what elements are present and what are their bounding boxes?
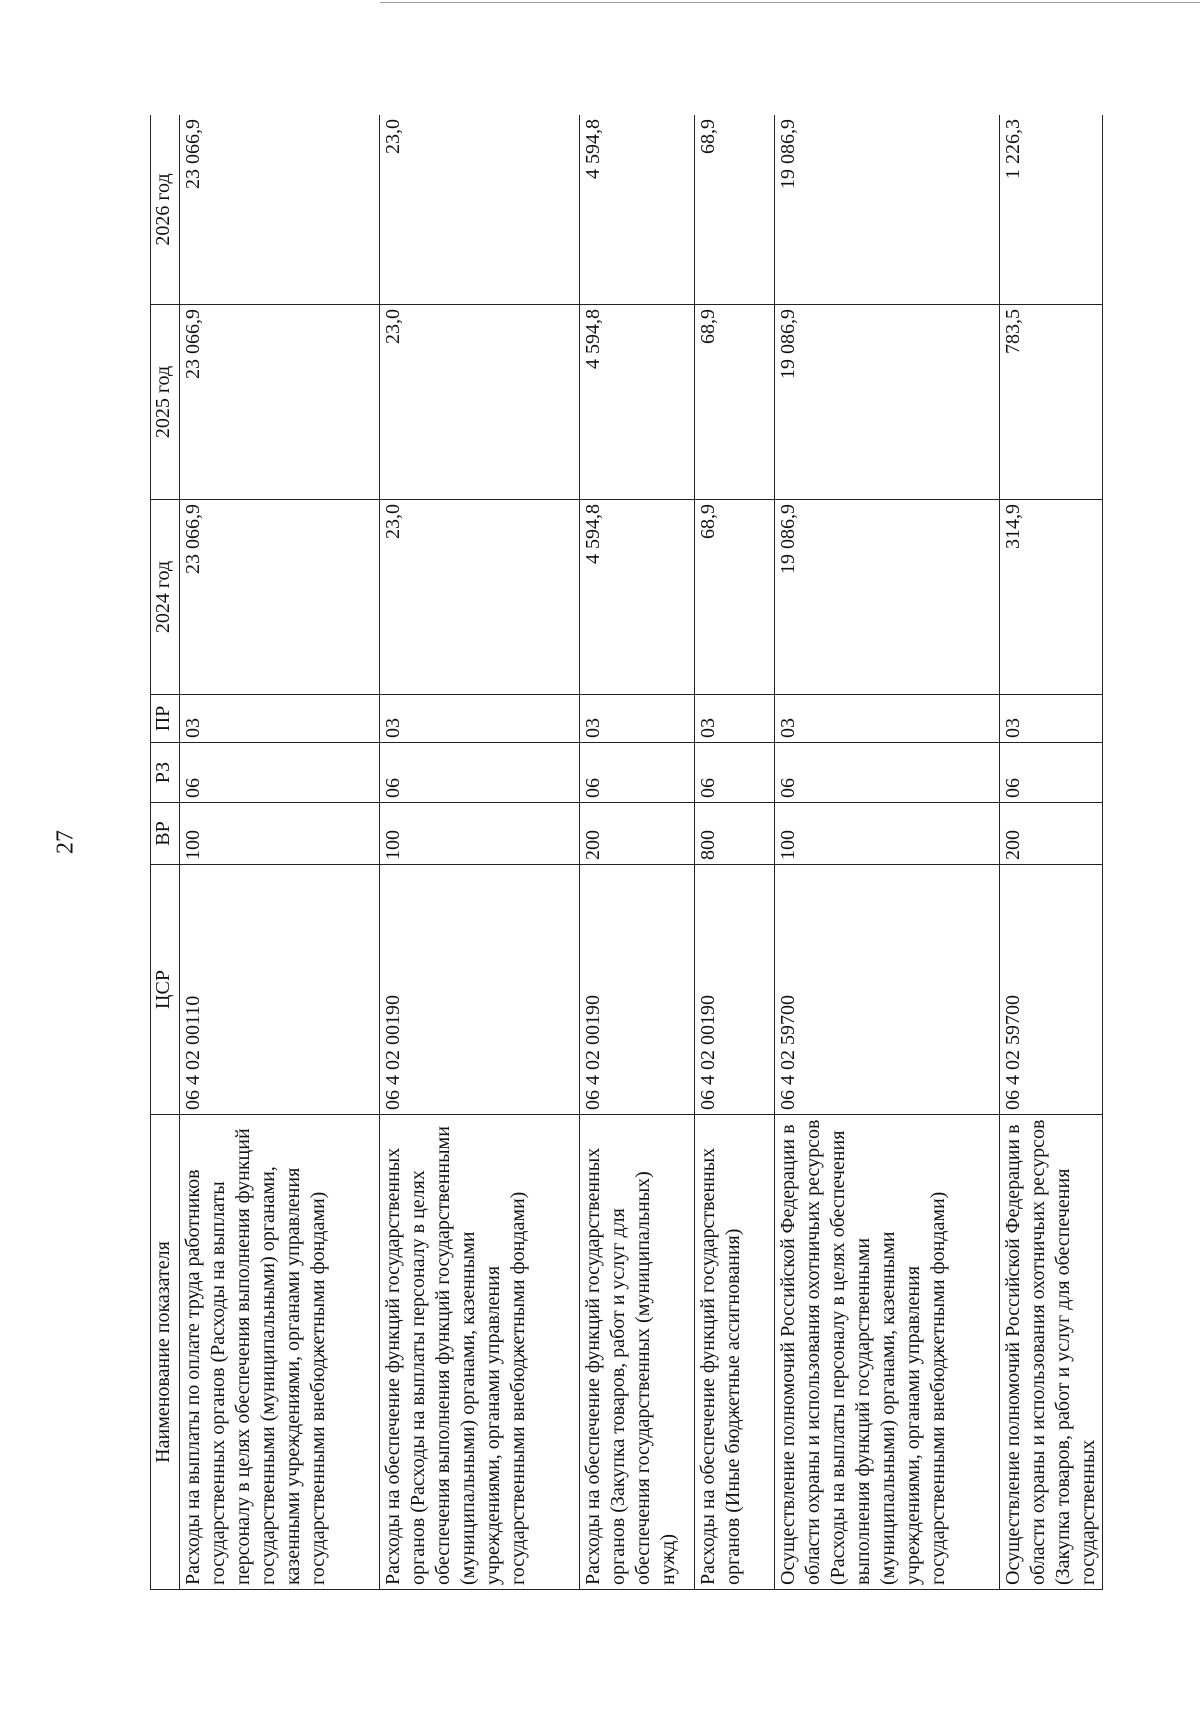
- cell-vr: 100: [380, 803, 580, 865]
- cell-name: Расходы на обеспечение функций государственных органов (Иные бюджетные ассигнования): [695, 1115, 775, 1590]
- scan-edge-line: [380, 2, 1200, 3]
- cell-2024: 314,9: [1000, 500, 1103, 695]
- cell-2026: 1 226,3: [1000, 115, 1103, 305]
- cell-pr: 03: [580, 695, 695, 743]
- cell-csr: 06 4 02 00190: [695, 865, 775, 1115]
- cell-csr: 06 4 02 59700: [1000, 865, 1103, 1115]
- table-row: [695, 115, 775, 1590]
- cell-csr: 06 4 02 00190: [580, 865, 695, 1115]
- cell-vr: 200: [580, 803, 695, 865]
- cell-pr: 03: [380, 695, 580, 743]
- cell-csr: 06 4 02 59700: [775, 865, 1000, 1115]
- cell-pr: 03: [775, 695, 1000, 743]
- cell-name: Осуществление полномочий Российской Федерации в области охраны и использования охотничьих ресурсов (Расходы на выплаты персоналу в целях обеспечения выполнения функций государственными (муниципальными) органами, казенными учреждениями, органами управления государственными внебюджетными фондами): [775, 1115, 1000, 1590]
- table-viewport: [150, 115, 1110, 1590]
- table-row: [580, 115, 695, 1590]
- cell-2024: 23,0: [380, 500, 580, 695]
- cell-2025: 68,9: [695, 305, 775, 500]
- cell-rz: 06: [695, 743, 775, 803]
- cell-2025: 783,5: [1000, 305, 1103, 500]
- cell-name: Расходы на выплаты по оплате труда работников государственных органов (Расходы на выплаты персоналу в целях обеспечения выполнения функций государственными (муниципальными) органами, казенными учреждениями, органами управления государственными внебюджетными фондами): [180, 1115, 380, 1590]
- cell-2025: 4 594,8: [580, 305, 695, 500]
- cell-2026: 19 086,9: [775, 115, 1000, 305]
- header-csr: ЦСР: [151, 865, 180, 1115]
- table-row: [775, 115, 1000, 1590]
- header-pr: ПР: [151, 695, 180, 743]
- cell-name: Расходы на обеспечение функций государственных органов (Расходы на выплаты персоналу в целях обеспечения выполнения функций государственными (муниципальными) органами, казенными учреждениями, органами управления государственными внебюджетными фондами): [380, 1115, 580, 1590]
- page-number: 27: [52, 830, 79, 854]
- header-name: Наименование показателя: [151, 1115, 180, 1590]
- cell-2024: 4 594,8: [580, 500, 695, 695]
- cell-pr: 03: [695, 695, 775, 743]
- table-header-row: [151, 115, 180, 1590]
- rotated-table-frame: [150, 115, 1110, 1590]
- cell-rz: 06: [1000, 743, 1103, 803]
- cell-2024: 19 086,9: [775, 500, 1000, 695]
- cell-csr: 06 4 02 00110: [180, 865, 380, 1115]
- cell-pr: 03: [180, 695, 380, 743]
- cell-2026: 68,9: [695, 115, 775, 305]
- budget-table: [150, 115, 1103, 1590]
- cell-2026: 23 066,9: [180, 115, 380, 305]
- cell-name: Осуществление полномочий Российской Федерации в области охраны и использования охотничьих ресурсов (Закупка товаров, работ и услуг для обеспечения государственных: [1000, 1115, 1103, 1590]
- header-2024: 2024 год: [151, 500, 180, 695]
- cell-vr: 200: [1000, 803, 1103, 865]
- header-2025: 2025 год: [151, 305, 180, 500]
- cell-rz: 06: [580, 743, 695, 803]
- cell-2024: 68,9: [695, 500, 775, 695]
- cell-vr: 800: [695, 803, 775, 865]
- header-2026: 2026 год: [151, 115, 180, 305]
- cell-2024: 23 066,9: [180, 500, 380, 695]
- cell-csr: 06 4 02 00190: [380, 865, 580, 1115]
- table-row: [1000, 115, 1103, 1590]
- table-row: [380, 115, 580, 1590]
- header-vr: ВР: [151, 803, 180, 865]
- cell-2026: 4 594,8: [580, 115, 695, 305]
- cell-2025: 23,0: [380, 305, 580, 500]
- cell-2026: 23,0: [380, 115, 580, 305]
- cell-vr: 100: [180, 803, 380, 865]
- cell-rz: 06: [380, 743, 580, 803]
- cell-rz: 06: [775, 743, 1000, 803]
- header-rz: РЗ: [151, 743, 180, 803]
- table-row: [180, 115, 380, 1590]
- cell-2025: 19 086,9: [775, 305, 1000, 500]
- cell-2025: 23 066,9: [180, 305, 380, 500]
- cell-rz: 06: [180, 743, 380, 803]
- cell-vr: 100: [775, 803, 1000, 865]
- cell-pr: 03: [1000, 695, 1103, 743]
- cell-name: Расходы на обеспечение функций государственных органов (Закупка товаров, работ и услуг для обеспечения государственных (муниципальных) нужд): [580, 1115, 695, 1590]
